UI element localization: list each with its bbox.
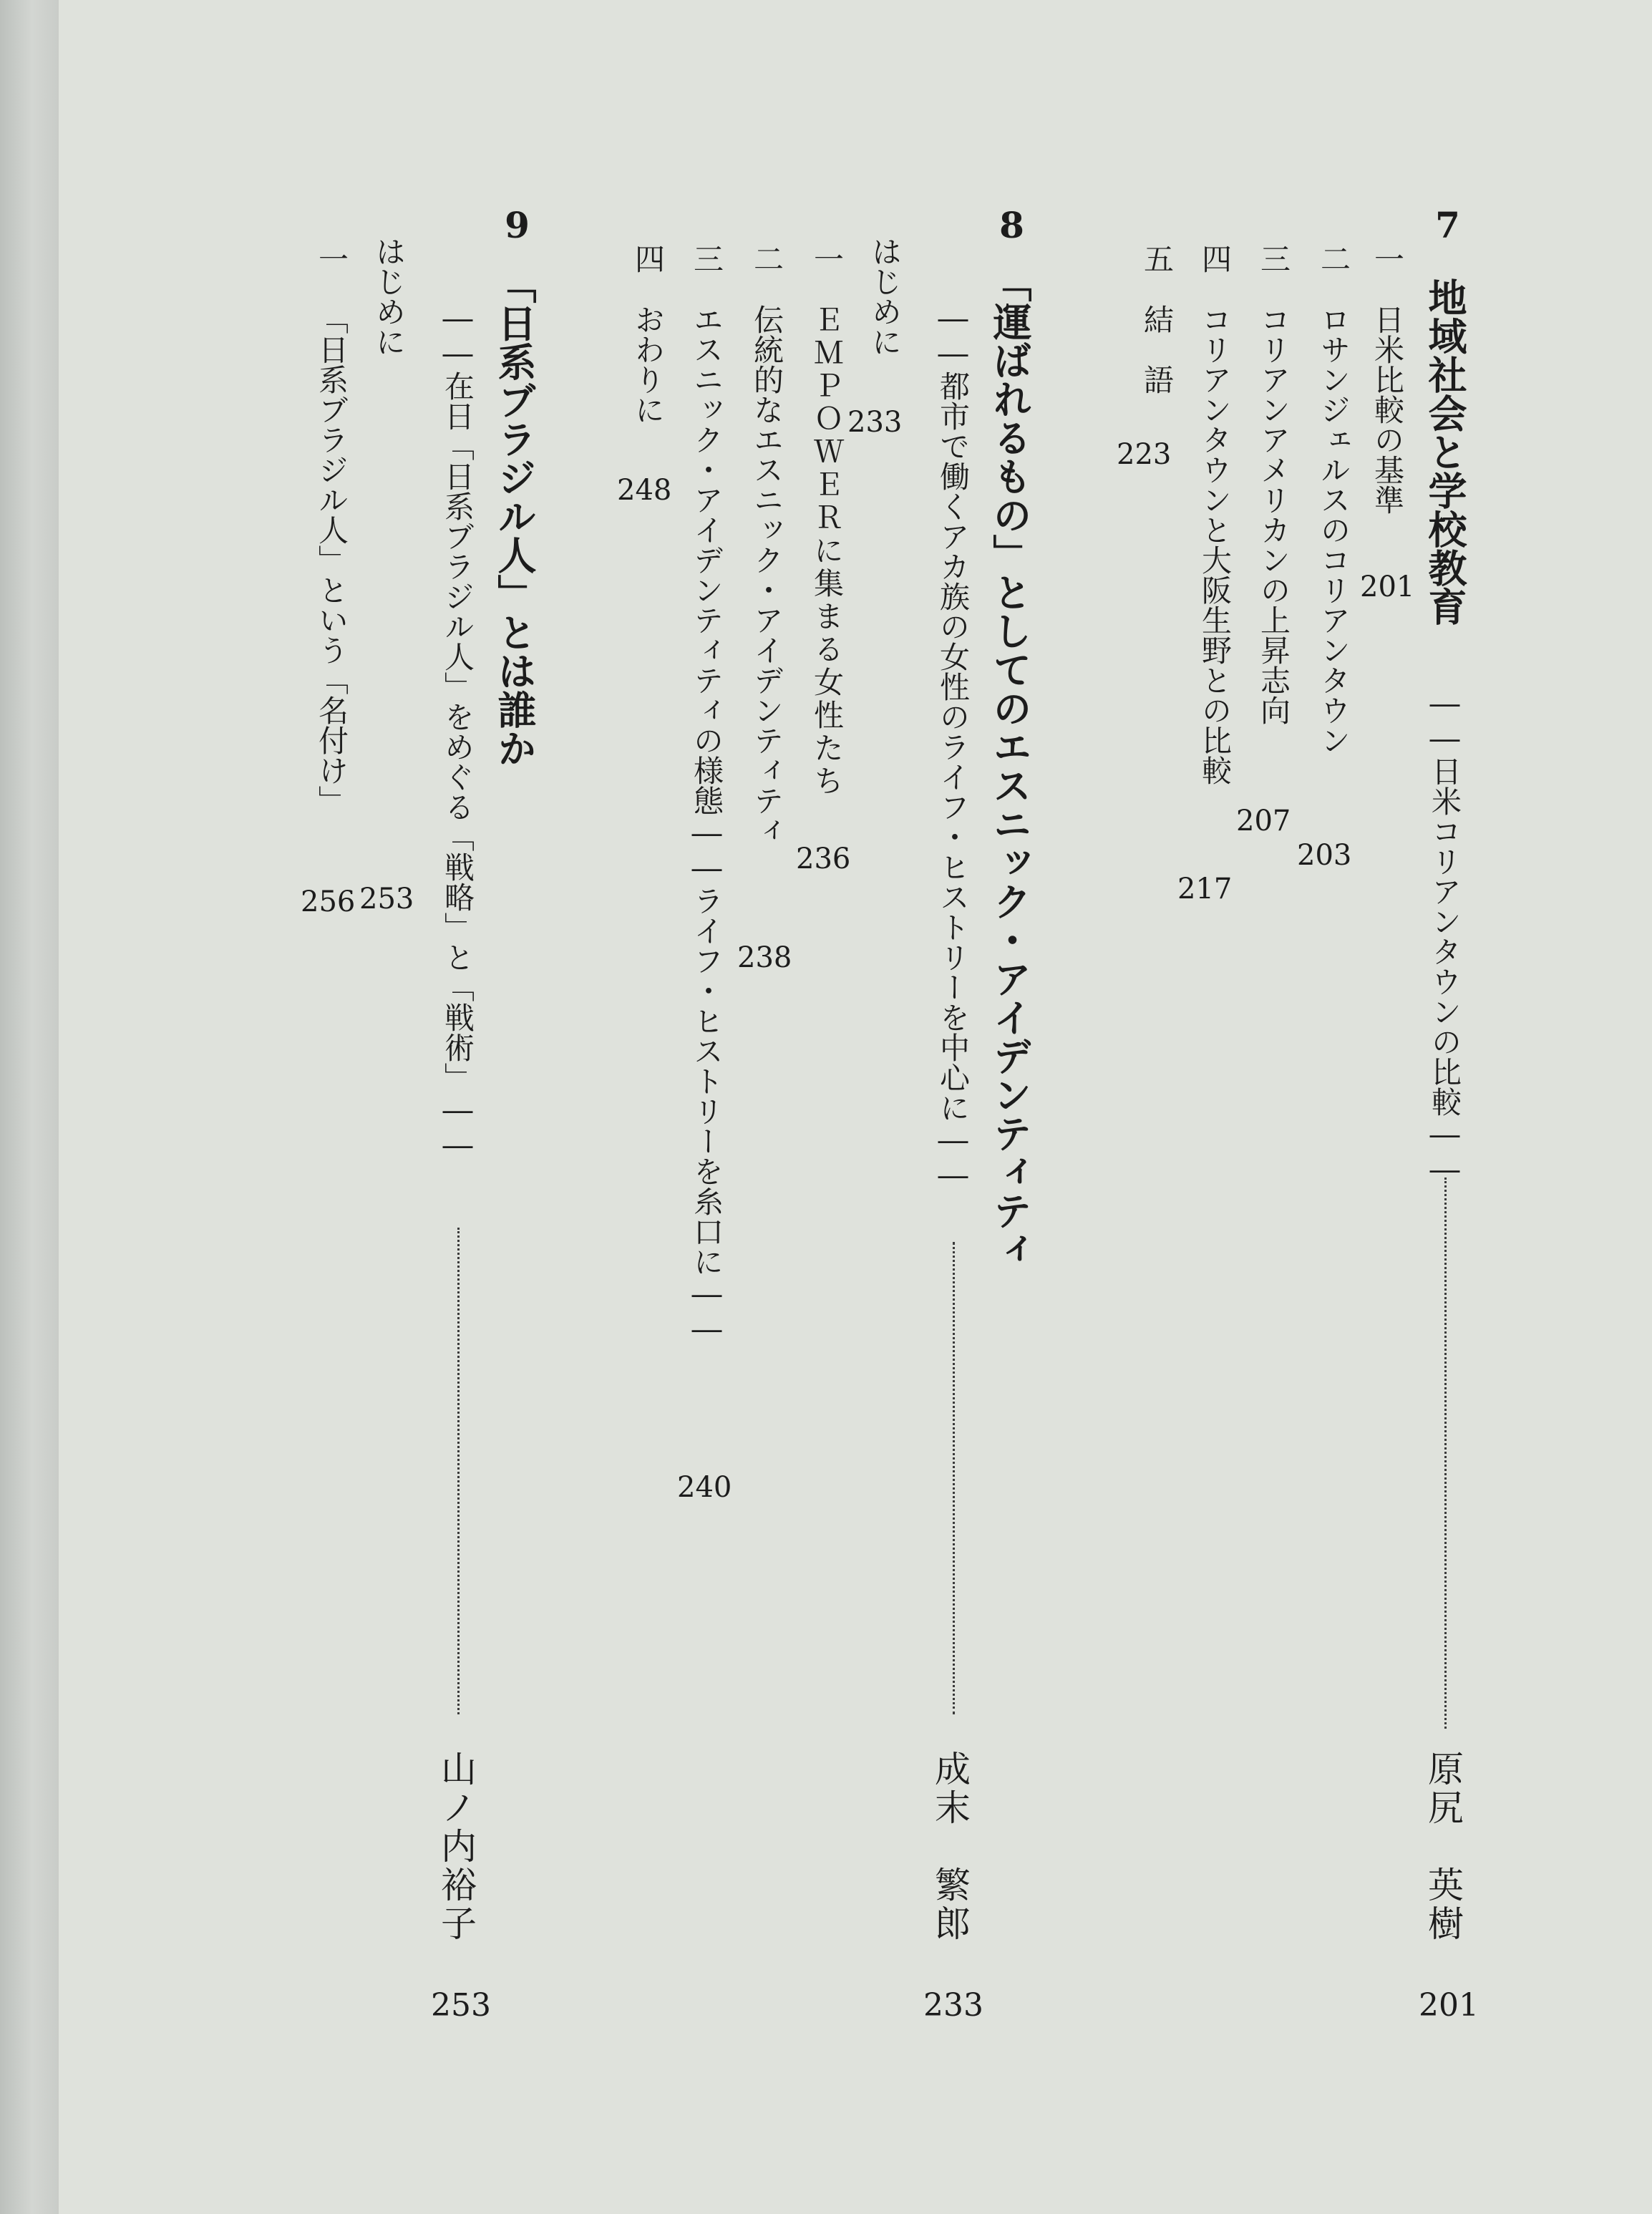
chapter-7-section-title: 結 語: [1140, 304, 1175, 394]
chapter-7-section-page: 217: [1177, 873, 1233, 905]
chapter-9-subtitle: ――在日「日系ブラジル人」をめぐる「戦略」と「戦術」――: [440, 301, 475, 1162]
chapter-9-section-title: 「日系ブラジル人」という「名付け」: [314, 304, 349, 815]
chapter-9-section-page: 253: [359, 883, 414, 916]
chapter-7-section-page: 201: [1360, 571, 1415, 603]
chapter-7-section-title: コリアンタウンと大阪生野との比較: [1197, 304, 1233, 785]
chapter-7-section-label: 一: [1370, 243, 1405, 273]
chapter-8-section-page: 233: [847, 406, 903, 439]
chapter-8-section-page: 236: [796, 843, 851, 875]
chapter-9-section-label: 一: [314, 243, 349, 273]
chapter-7-section-label: 二: [1316, 243, 1351, 273]
chapter-7-section-title: 日米比較の基準: [1370, 304, 1405, 515]
chapter-8-leader: [953, 1242, 955, 1714]
chapter-8-subtitle: ――都市で働くアカ族の女性のライフ・ヒストリーを中心に――: [936, 301, 971, 1193]
chapter-9-section-page: 256: [301, 885, 356, 918]
chapter-7-section-page: 223: [1117, 438, 1172, 471]
chapter-8-title: 「運ばれるもの」としてのエスニック・アイデンティティ: [987, 263, 1033, 1268]
chapter-7-section-page: 207: [1236, 805, 1291, 837]
chapter-8-section-title: はじめに: [868, 236, 903, 356]
page-gutter-edge: [0, 0, 59, 2214]
chapter-8-section-label: 四: [631, 243, 666, 273]
chapter-7-section-title: コリアンアメリカンの上昇志向: [1256, 304, 1291, 725]
chapter-8-page: 233: [923, 1987, 983, 2024]
chapter-7-title: 地域社会と学校教育: [1422, 278, 1468, 626]
chapter-8-section-title: 伝統的なエスニック・アイデンティティ: [749, 304, 784, 845]
chapter-7-subtitle: ――日米コリアンタウンの比較――: [1427, 686, 1462, 1187]
chapter-7-page: 201: [1419, 1987, 1479, 2024]
chapter-7-section-title: ロサンジェルスのコリアンタウン: [1316, 304, 1351, 755]
chapter-8-section-title: ＥＭＰＯＷＥＲに集まる女性たち: [810, 304, 845, 798]
chapter-8-number: 8: [991, 204, 1033, 246]
chapter-8-author: 成末 繁郎: [929, 1750, 971, 1943]
chapter-7-author: 原尻 英樹: [1422, 1750, 1464, 1943]
chapter-8-section-page: 240: [677, 1471, 732, 1504]
chapter-9-number: 9: [496, 204, 538, 246]
chapter-8-section-label: 三: [689, 243, 724, 273]
chapter-9-page: 253: [431, 1987, 491, 2024]
chapter-9-section-title: はじめに: [371, 236, 407, 356]
toc-page: [59, 0, 1652, 2214]
chapter-7-section-label: 四: [1197, 243, 1233, 273]
chapter-8-section-page: 238: [737, 941, 792, 974]
chapter-8-section-title: エスニック・アイデンティティの様態――ライフ・ヒストリーを糸口に――: [689, 304, 724, 1346]
chapter-7-number: 7: [1427, 204, 1469, 246]
chapter-8-section-page: 248: [617, 474, 672, 507]
chapter-7-section-label: 五: [1140, 243, 1175, 273]
chapter-7-section-label: 三: [1256, 243, 1291, 273]
chapter-9-title: 「日系ブラジル人」とは誰か: [492, 265, 538, 767]
chapter-7-leader: [1444, 1178, 1447, 1729]
chapter-8-section-label: 一: [810, 243, 845, 273]
chapter-9-author: 山ノ内裕子: [435, 1750, 477, 1943]
chapter-7-section-page: 203: [1297, 839, 1352, 872]
chapter-9-leader: [457, 1228, 460, 1714]
chapter-8-section-label: 二: [749, 243, 784, 273]
chapter-8-section-title: おわりに: [631, 304, 666, 424]
